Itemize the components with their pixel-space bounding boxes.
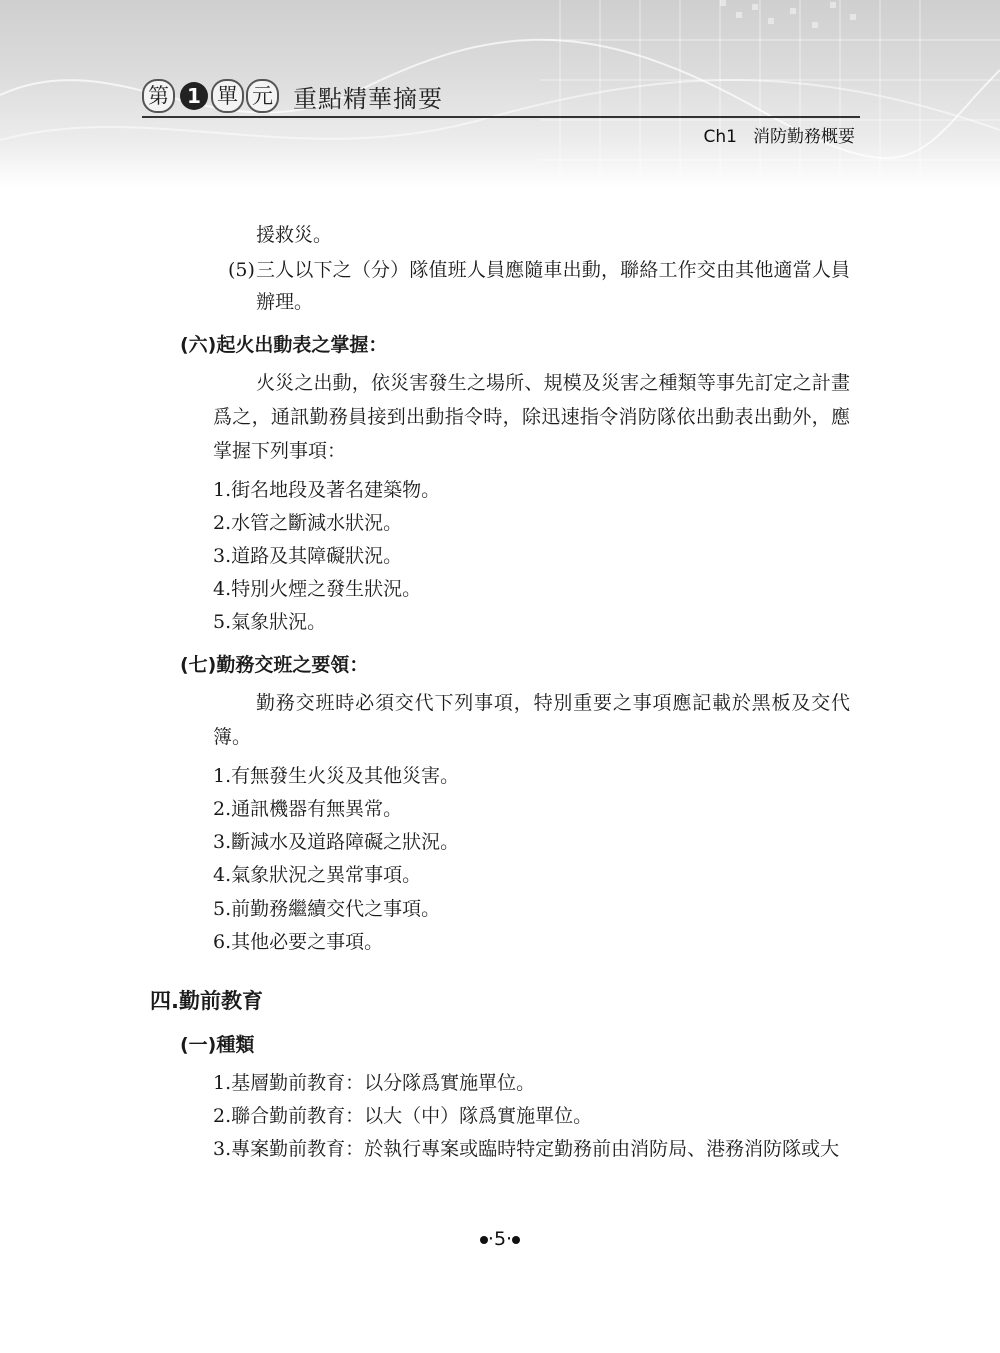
section-7-list-item: 4.氣象狀況之異常事項。: [213, 864, 422, 886]
section-6-paragraph-line-2: 爲之，通訊勤務員接到出動指令時，除迅速指令消防隊依出動表出動外，應: [213, 406, 850, 428]
unit-prefix: 第: [142, 79, 175, 113]
subsection-1-heading: (一)種類: [180, 1034, 255, 1056]
bullet-dot-icon: [480, 1236, 488, 1244]
subsection-1-list-item: 1.基層勤前教育：以分隊爲實施單位。: [213, 1072, 536, 1094]
item-5-line-2: 辦理。: [256, 291, 314, 313]
major-section-4-heading: 四.勤前教育: [150, 989, 263, 1013]
chapter-label: [704, 122, 855, 147]
section-7-list-item: 2.通訊機器有無異常。: [213, 798, 403, 820]
unit-suffix: 元: [246, 79, 279, 113]
section-7-paragraph-line-2: 簿。: [213, 726, 252, 748]
page-header: [0, 0, 1000, 188]
header-rule: [142, 116, 860, 118]
page-number-value: 5: [493, 1228, 507, 1250]
section-6-list-item: 3.道路及其障礙狀況。: [213, 545, 403, 567]
section-7-list-item: 1.有無發生火災及其他災害。: [213, 765, 460, 787]
section-6-list-item: 2.水管之斷減水狀況。: [213, 512, 403, 534]
continuation-text: 援救災。: [256, 224, 333, 246]
section-6-list-item: 1.街名地段及著名建築物。: [213, 479, 441, 501]
unit-title: [142, 78, 443, 114]
chapter-code: Ch1: [703, 127, 737, 147]
section-7-paragraph-line-1: 勤務交班時必須交代下列事項，特別重要之事項應記載於黑板及交代: [256, 692, 850, 714]
section-7-heading: (七)勤務交班之要領：: [180, 654, 369, 676]
section-7-list-item: 6.其他必要之事項。: [213, 931, 384, 953]
section-6-paragraph-line-3: 掌握下列事項：: [213, 440, 347, 462]
section-6-heading: (六)起火出動表之掌握：: [180, 334, 388, 356]
page-number: ·5·: [0, 1228, 1000, 1250]
section-6-list-item: 5.氣象狀況。: [213, 611, 327, 633]
unit-number-badge: 1: [180, 82, 208, 110]
section-6-list-item: 4.特別火煙之發生狀況。: [213, 578, 422, 600]
subsection-1-list-item: 2.聯合勤前教育：以大（中）隊爲實施單位。: [213, 1105, 593, 1127]
item-5-number: (5): [228, 259, 255, 281]
item-5-line-1: 三人以下之（分）隊值班人員應隨車出動，聯絡工作交由其他適當人員: [256, 259, 850, 281]
unit-subtitle: 重點精華摘要: [293, 84, 443, 113]
chapter-title: 消防勤務概要: [753, 127, 855, 147]
section-6-paragraph-line-1: 火災之出動，依災害發生之場所、規模及災害之種類等事先訂定之計畫: [256, 372, 850, 394]
subsection-1-list-item: 3.專案勤前教育：於執行專案或臨時特定勤務前由消防局、港務消防隊或大: [213, 1138, 840, 1160]
bullet-dot-icon: [512, 1236, 520, 1244]
unit-middle: 單: [211, 79, 244, 113]
section-7-list-item: 3.斷減水及道路障礙之狀況。: [213, 831, 460, 853]
section-7-list-item: 5.前勤務繼續交代之事項。: [213, 898, 441, 920]
